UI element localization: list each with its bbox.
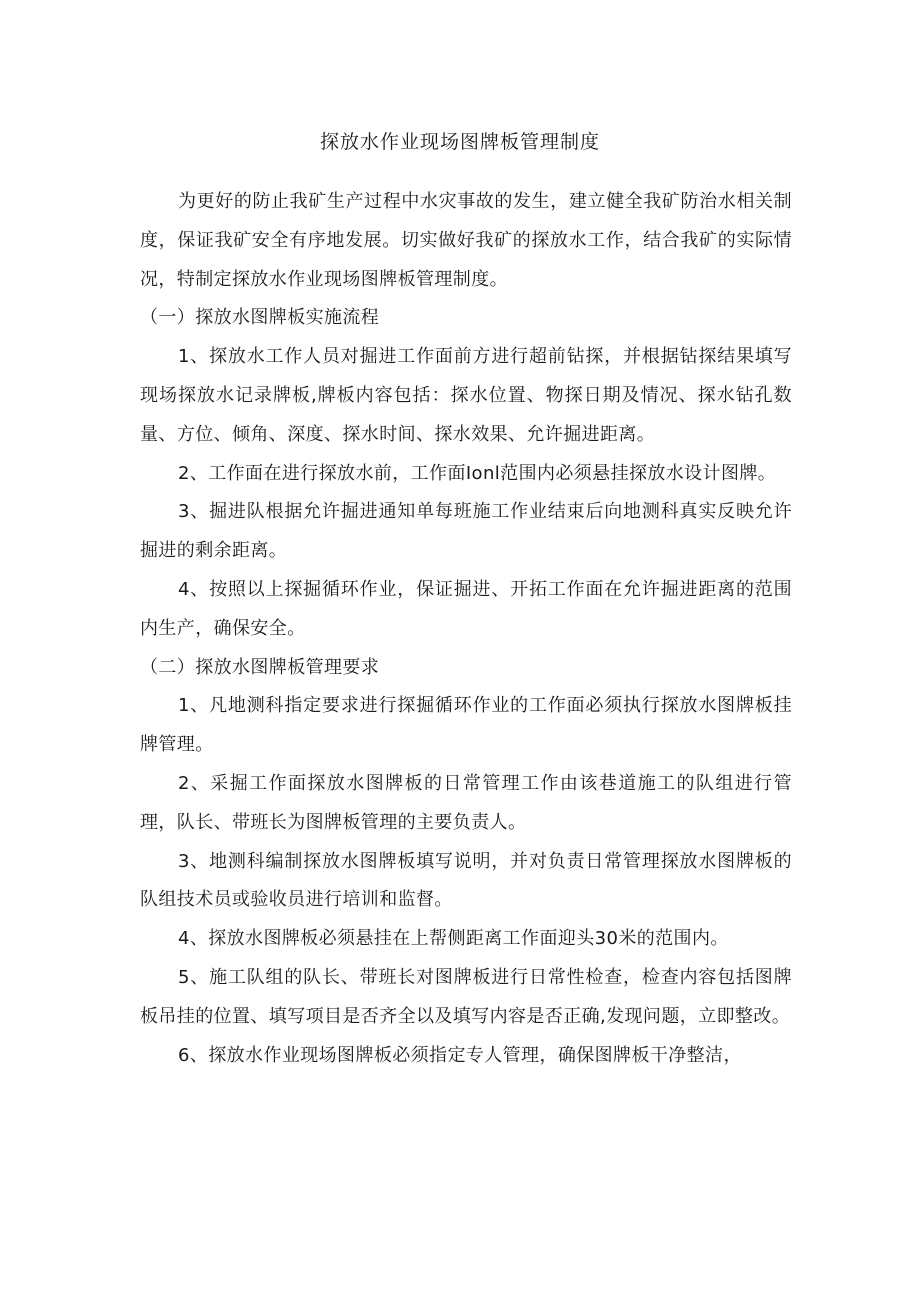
section-heading-1: （一）探放水图牌板实施流程 (140, 307, 380, 329)
section-heading-2: （二）探放水图牌板管理要求 (140, 656, 380, 678)
section2-item-5: 5、施工队组的队长、带班长对图牌板进行日常性检查，检查内容包括图牌板吊挂的位置、填写项目是否齐全以及填写内容是否正确,发现问题，立即整改。 (140, 966, 792, 1027)
document-body (140, 183, 792, 1075)
section2-item-3: 3、地测科编制探放水图牌板填写说明，并对负责日常管理探放水图牌板的队组技术员或验收员进行培训和监督。 (140, 850, 792, 911)
intro-paragraph: 为更好的防止我矿生产过程中水灾事故的发生，建立健全我矿防治水相关制度，保证我矿安全有序地发展。切实做好我矿的探放水工作，结合我矿的实际情况，特制定探放水作业现场图牌板管理制度。 (140, 191, 792, 290)
section1-item-4: 4、按照以上探掘循环作业，保证掘进、开拓工作面在允许掘进距离的范围内生产，确保安全。 (140, 578, 792, 639)
section1-item-2: 2、工作面在进行探放水前，工作面Ionl范围内必须悬挂探放水设计图牌。 (178, 462, 777, 484)
section1-item-1: 1、探放水工作人员对掘进工作面前方进行超前钻探，并根据钻探结果填写现场探放水记录牌板,牌板内容包括：探水位置、物探日期及情况、探水钻孔数量、方位、倾角、深度、探水时间、探水效果、允许掘进距离。 (140, 346, 792, 445)
section2-item-1: 1、凡地测科指定要求进行探掘循环作业的工作面必须执行探放水图牌板挂牌管理。 (140, 695, 792, 756)
section1-item-3: 3、掘进队根据允许掘进通知单每班施工作业结束后向地测科真实反映允许掘进的剩余距离。 (140, 501, 792, 562)
section2-item-6: 6、探放水作业现场图牌板必须指定专人管理，确保图牌板干净整洁， (178, 1044, 742, 1066)
section2-item-2: 2、采掘工作面探放水图牌板的日常管理工作由该巷道施工的队组进行管理，队长、带班长为图牌板管理的主要负责人。 (140, 772, 792, 833)
section2-item-4: 4、探放水图牌板必须悬挂在上帮侧距离工作面迎头30米的范围内。 (178, 928, 729, 950)
document-title: 探放水作业现场图牌板管理制度 (319, 131, 600, 153)
